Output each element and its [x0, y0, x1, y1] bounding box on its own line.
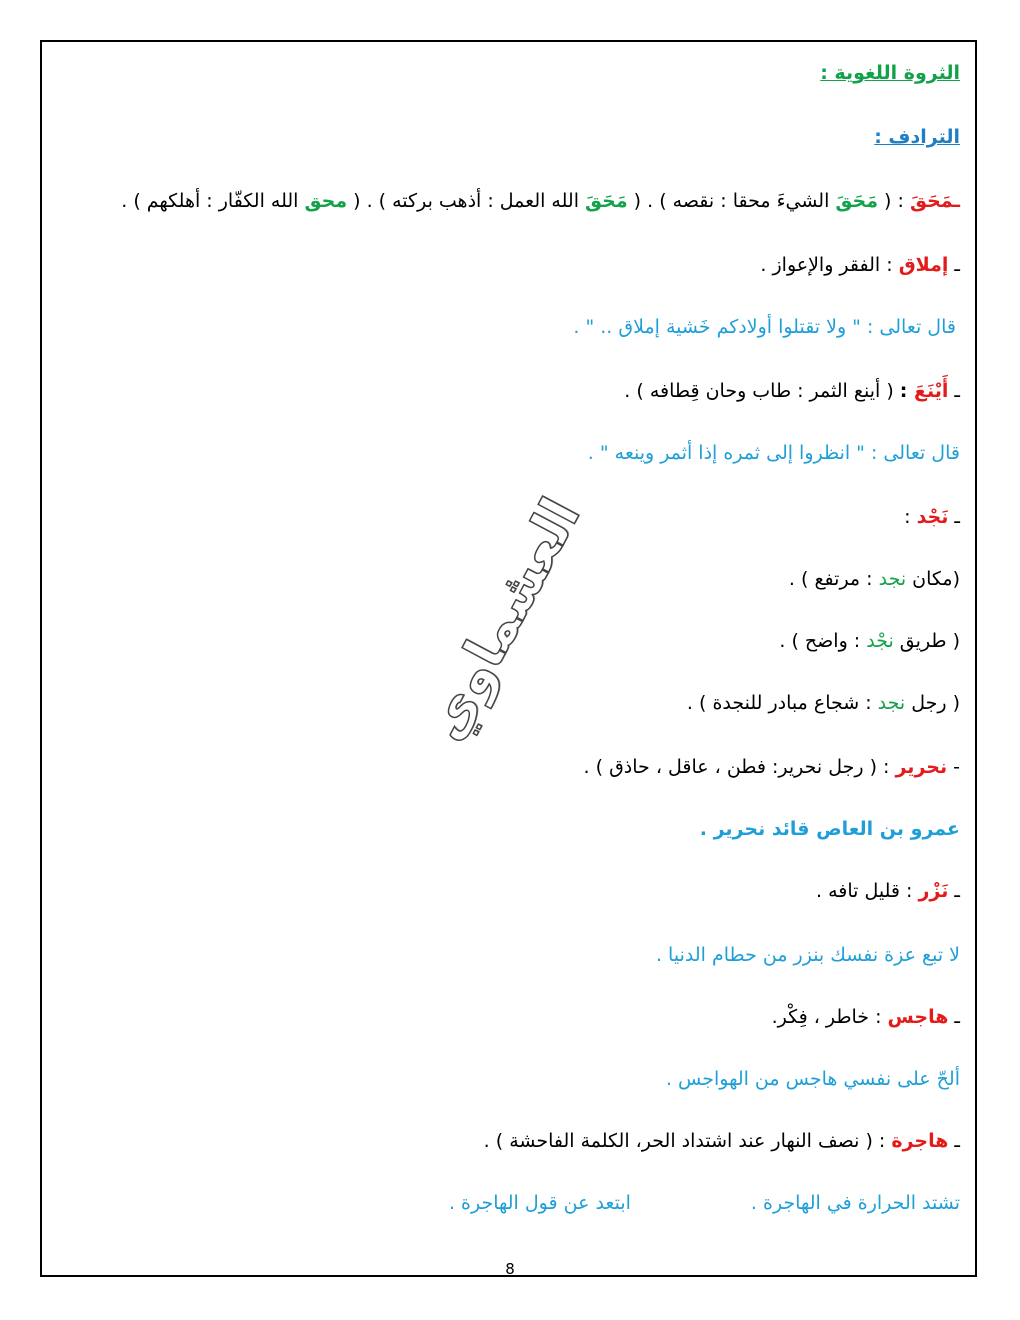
najd-meaning-2: ( طريق نجْد : واضح ) . [779, 630, 960, 652]
entry-najd: ـ نَجْد : [904, 506, 960, 528]
entry-word: هاجرة [891, 1130, 949, 1152]
entry-word: نحرير [895, 756, 948, 778]
entry-nazr: ـ نَزْر : قليل تافه . [816, 880, 960, 902]
entry-word: إملاق [898, 254, 949, 276]
entry-word: أَيْنَعَ [914, 380, 949, 402]
examples-hajira: تشتد الحرارة في الهاجرة .ابتعد عن قول الهاجرة . [448, 1192, 960, 1214]
entry-word: نَزْر [918, 880, 949, 902]
entry-word: مَحَقَ [909, 190, 954, 212]
entry-hajira: ـ هاجرة : ( نصف النهار عند اشتداد الحر، الكلمة الفاحشة ) . [483, 1130, 960, 1152]
entry-aynaa: ـ أَيْنَعَ : ( أينع الثمر : طاب وحان قِطافه ) . [624, 380, 960, 402]
entry-word: نَجْد [916, 506, 949, 528]
example-hajis: ألحّ على نفسي هاجس من الهواجس . [665, 1068, 960, 1090]
example-nazr: لا تبع عزة نفسك بنزر من حطام الدنيا . [655, 944, 960, 966]
heading-synonyms: الترادف : [874, 126, 960, 148]
entry-hajis: ـ هاجس : خاطر ، فِكْر. [771, 1006, 960, 1028]
entry-word: هاجس [887, 1006, 949, 1028]
watermark-signature: العشماوي [412, 487, 593, 751]
entry-mahaqa: ـمَحَقَ : ( مَحَقَ الشيءَ محقا : نقصه ) . ( مَحَقَ الله العمل : أذهب بركته ) . ( محق الله الكفّار : أهلكهم ) . [121, 190, 960, 212]
example-aynaa: قال تعالى : " انظروا إلى ثمره إذا أثمر وينعه " . [587, 442, 960, 464]
entry-imlaq: ـ إملاق : الفقر والإعواز . [760, 254, 960, 276]
example-imlaq: قال تعالى : " ولا تقتلوا أولادكم خَشية إملاق .. " . [573, 316, 956, 338]
heading-vocabulary: الثروة اللغوية : [820, 62, 960, 84]
example-nihrir: عمرو بن العاص قائد نحرير . [699, 818, 960, 840]
najd-meaning-3: ( رجل نجد : شجاع مبادر للنجدة ) . [686, 692, 960, 714]
entry-nihrir: - نحرير : ( رجل نحرير: فطن ، عاقل ، حاذق ) . [583, 756, 960, 778]
page-number: 8 [505, 1260, 515, 1278]
najd-meaning-1: (مكان نجد : مرتفع ) . [788, 568, 960, 590]
